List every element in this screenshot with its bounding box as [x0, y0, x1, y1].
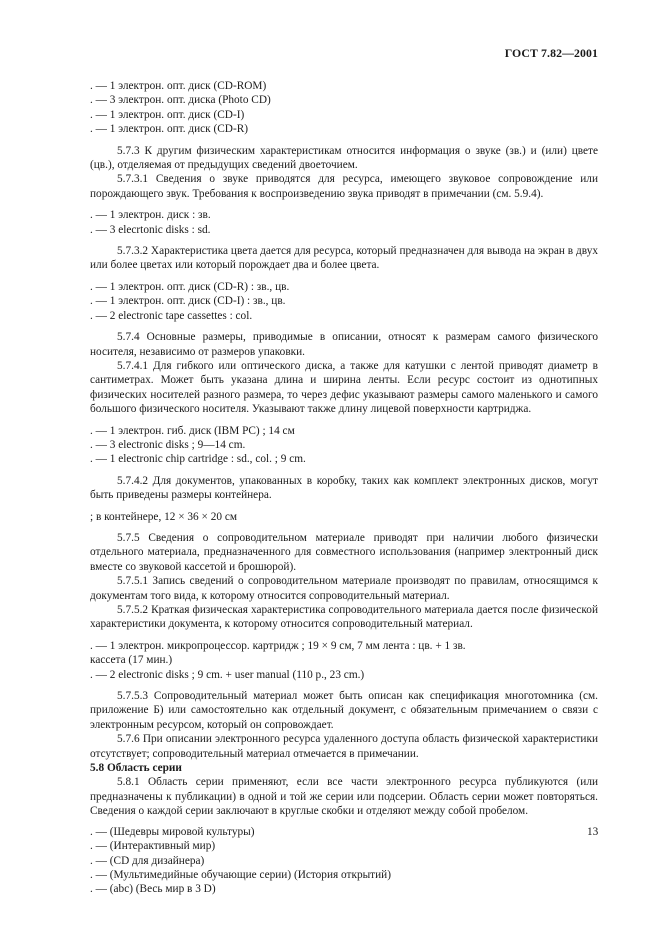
- paragraph-5-7-6: 5.7.6 При описании электронного ресурса удаленного доступа область физической характеристики отсутствует; сопроводительный материал отмечается в примечании.: [90, 733, 598, 760]
- example-line: . — 1 электрон. гиб. диск (IBM PC) ; 14 см: [90, 424, 295, 437]
- example-line: . — (Мультимедийные обучающие серии) (История открытий): [90, 868, 391, 881]
- page-number: 13: [587, 826, 599, 838]
- document-body: [90, 79, 598, 897]
- example-container: ; в контейнере, 12 × 36 × 20 см: [90, 510, 238, 523]
- example-line: . — 1 электрон. опт. диск (CD-I): [90, 108, 245, 121]
- example-line: . — 1 электрон. диск : зв.: [90, 209, 211, 222]
- examples-color: [90, 280, 598, 323]
- paragraph-5-7-5: 5.7.5 Сведения о сопроводительном материале приводят при наличии любого физически отдельного материала, предназначенного для совместного использования (например электронный диск вместе со звуковой кассетой и брошюрой).: [90, 531, 598, 573]
- example-line: . — (Шедевры мировой культуры): [90, 825, 255, 838]
- example-line: . — 3 elecrtonic disks : sd.: [90, 223, 211, 236]
- example-line: . — 3 электрон. опт. диска (Photo CD): [90, 94, 271, 107]
- example-line-continuation: кассета (17 мин.): [90, 654, 173, 667]
- paragraph-5-7-3-2: 5.7.3.2 Характеристика цвета дается для ресурса, который предназначен для вывода на экран в двух или более цветах или который порождает два и более цвета.: [90, 245, 598, 272]
- examples-accompanying: [90, 639, 598, 682]
- paragraph-5-7-4: 5.7.4 Основные размеры, приводимые в описании, относят к размерам самого физического носителя, независимо от размеров упаковки.: [90, 331, 598, 358]
- example-line: . — 1 электрон. опт. диск (CD-ROM): [90, 80, 267, 92]
- example-line: . — (CD для дизайнера): [90, 854, 205, 867]
- examples-sound: [90, 208, 598, 237]
- paragraph-5-7-3: 5.7.3 К другим физическим характеристикам относится информация о звуке (зв.) и (или) цвете (цв.), отделяемая от предыдущих сведений двоеточием.: [90, 144, 598, 172]
- examples-series: [90, 825, 598, 897]
- example-line: . — 2 electronic disks ; 9 cm. + user manual (110 p., 23 cm.): [90, 668, 365, 681]
- example-line: . — 3 electronic disks ; 9—14 cm.: [90, 438, 246, 451]
- example-line: . — 1 электрон. опт. диск (CD-R) : зв., цв.: [90, 280, 290, 293]
- example-line: . — 1 electronic chip cartridge : sd., col. ; 9 cm.: [90, 453, 306, 466]
- examples-cd: [90, 79, 598, 137]
- paragraph-5-8-1: 5.8.1 Область серии применяют, если все части электронного ресурса публикуются (или предназначены к публикации) в одной и той же серии или подсерии. Область серии может повторяться. Сведения о каждой серии заключают в круглые скобки и отделяют между собой пробелом.: [90, 776, 598, 818]
- paragraph-5-7-5-3: 5.7.5.3 Сопроводительный материал может быть описан как спецификация многотомника (см. приложение Б) или самостоятельно как отдельный документ, с обязательным примечанием о связи с электронным ресурсом, который он сопровождает.: [90, 690, 598, 731]
- example-line: . — 2 electronic tape cassettes : col.: [90, 309, 253, 322]
- paragraph-5-7-3-1: 5.7.3.1 Сведения о звуке приводятся для ресурса, имеющего звуковое сопровождение или порождающего звук. Требования к воспроизведению звука приводят в примечании (см. 5.9.4).: [90, 173, 598, 200]
- example-line: . — (Интерактивный мир): [90, 840, 216, 853]
- example-line: . — 1 электрон. опт. диск (CD-I) : зв., цв.: [90, 295, 286, 308]
- examples-size: [90, 424, 598, 467]
- example-line: . — 1 электрон. микропроцессор. картридж ; 19 × 9 см, 7 мм лента : цв. + 1 зв.: [90, 639, 466, 652]
- paragraph-5-7-5-1: 5.7.5.1 Запись сведений о сопроводительном материале производят по правилам, относящимся к документам того вида, к которому относится сопроводительный материал.: [90, 575, 598, 602]
- example-line: . — (abc) (Весь мир в 3 D): [90, 883, 216, 896]
- example-line: . — 1 электрон. опт. диск (CD-R): [90, 123, 249, 136]
- section-heading-5-8: 5.8 Область серии: [90, 762, 182, 775]
- paragraph-5-7-4-1: 5.7.4.1 Для гибкого или оптического диска, а также для катушки с лентой приводят диаметр в сантиметрах. Может быть указана длина и ширина ленты. Если ресурс состоит из однотипных физических носителей разного размера, то через дефис указывают размеры самого маленького и самого большого физического носителя. Указывают также длину лицевой поверхности картриджа.: [90, 359, 598, 416]
- paragraph-5-7-4-2: 5.7.4.2 Для документов, упакованных в коробку, таких как комплект электронных дисков, могут быть приведены размеры контейнера.: [90, 474, 598, 502]
- standard-header: ГОСТ 7.82—2001: [504, 46, 598, 60]
- paragraph-5-7-5-2: 5.7.5.2 Краткая физическая характеристика сопроводительного материала дается после физической характеристики документа, к которому относится сопроводительный материал.: [90, 604, 598, 631]
